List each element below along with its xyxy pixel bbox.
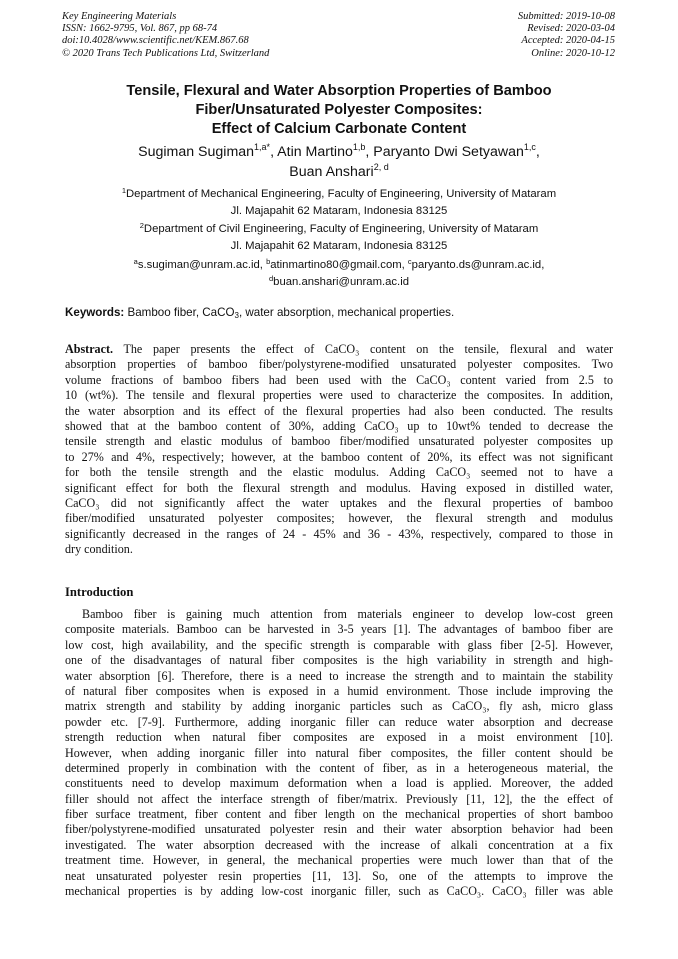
author-name: Sugiman Sugiman: [138, 144, 255, 160]
intro-line: Bamboo fiber is gaining much attention from materials engineer to develop low-cost green: [82, 607, 613, 621]
title-line: Tensile, Flexural and Water Absorption Properties of Bamboo: [126, 83, 552, 99]
journal-copyright: © 2020 Trans Tech Publications Ltd, Switzerland: [62, 47, 270, 59]
author-name: Paryanto Dwi Setyawan: [373, 144, 524, 160]
intro-line: powder etc. [7-9]. Furthermore, adding inorganic filler can reduce water absorption and decrease: [65, 714, 613, 729]
author-name: Buan Anshari: [289, 164, 374, 180]
intro-line: treatment time. However, in general, the mechanical properties were much lower than that of the: [65, 853, 613, 868]
intro-line: neat unsaturated polyester resin properties [11, 13]. So, one of the attempts to improve the: [65, 868, 613, 883]
author-list: Sugiman Sugiman$^{1,a*}$, Atin Martino$^{1,b}$, Paryanto Dwi Setyawan$^{1,c}$, Buan Anshari$^{2, d}$: [138, 142, 540, 180]
intro-line: strength reduction when natural fiber composites are exposed in a moist environment [10].: [65, 730, 613, 745]
email-mark: b: [266, 257, 271, 266]
affil-mark: 1: [121, 186, 127, 195]
intro-line: However, when adding inorganic filler into natural fiber composites, the filler content should be: [65, 745, 613, 760]
abstract-line: absorption properties of bamboo fiber/polystyrene-modified unsaturated polyester composites. Two: [65, 357, 613, 372]
author-affil-mark: 1,c: [523, 142, 536, 152]
keywords-text: , water absorption, mechanical properties.: [238, 306, 455, 319]
intro-line: determined properly in combination with the content of fiber, as in a heterogeneous material, the: [65, 760, 613, 775]
keywords: [65, 305, 454, 321]
journal-doi: doi:10.4028/www.scientific.net/KEM.867.68: [62, 35, 249, 47]
keywords-label: Keywords:: [65, 306, 125, 319]
intro-line: mechanical properties is by adding low-cost inorganic filler, such as CaCO₃. CaCO₃ filler was able: [65, 884, 613, 899]
email-mark: d: [269, 274, 274, 283]
title-line: Effect of Calcium Carbonate Content: [211, 121, 467, 137]
intro-line: of natural fiber composites when is exposed in a humid environment. Those include improving the: [65, 683, 613, 698]
abstract-line: to 27% and 4%, respectively; however, at the bamboo content of 20%, its effect was not significant: [65, 449, 613, 464]
abstract-line: fiber/modified unsaturated polyester composites; however, the flexural strength and modulus: [65, 511, 613, 526]
intro-line: composite materials. Bamboo can be harvested in 3-5 years [1]. The advantages of bamboo fiber are: [65, 622, 613, 637]
date-online: Online: 2020-10-12: [531, 47, 615, 59]
keywords-subscript: 3: [234, 311, 239, 320]
email-link[interactable]: paryanto.ds@unram.ac.id,: [411, 259, 545, 271]
abstract-line: [65, 342, 613, 357]
intro-line: investigated. The water absorption decreased with the increase of alkali concentration at a fix: [65, 837, 613, 852]
email-link[interactable]: atinmartino80@gmail.com,: [270, 259, 408, 271]
date-submitted: Submitted: 2019-10-08: [517, 11, 615, 22]
abstract-line: volume fractions of bamboo fibers had been used with the CaCO₃ content varied from 2.5 to: [65, 372, 613, 387]
author-affil-mark: 1,b: [352, 142, 366, 152]
intro-line: water absorption [6]. Therefore, there is a need to increase the strength and to maintain the stability: [65, 668, 613, 683]
intro-line: fiber surface treatment, fiber content and fiber length on the mechanical properties of short bamboo: [65, 807, 613, 822]
email-link[interactable]: buan.anshari@unram.ac.id: [273, 276, 409, 288]
abstract-line: 10 (wt%). The tensile and flexural properties were used to characterize the composites. In addition,: [65, 388, 613, 403]
abstract-text: The paper presents the effect of CaCO₃ content on the tensile, flexural and water: [113, 342, 613, 356]
journal-name: Key Engineering Materials: [62, 11, 177, 22]
author-affil-mark: 1,a*: [254, 142, 271, 152]
abstract-line: tensile strength and elastic modulus of bamboo fiber/modified unsaturated polyester composites up: [65, 434, 613, 449]
abstract-label: Abstract.: [65, 342, 114, 356]
journal-info: [62, 11, 269, 60]
abstract-line: CaCO₃ did not significantly affect the water uptakes and the flexural properties of bamboo: [65, 495, 613, 510]
intro-line: low cost, high availability, and the specific strength is comparable with glass fiber [2-5]. However,: [65, 637, 613, 652]
date-revised: Revised: 2020-03-04: [527, 23, 615, 35]
email-mark: c: [407, 257, 412, 266]
intro-line: fiber/polystyrene-modified unsaturated polyester resin and their water absorption behavior had been: [65, 822, 613, 837]
author-emails: [60, 257, 618, 291]
abstract-line: showed that at the bamboo content of 30%, adding CaCO₃ up to 10wt% tended to decrease the: [65, 418, 613, 433]
author-affil-mark: 2, d: [373, 162, 389, 172]
abstract-line: significantly decreased in the ranges of 24 - 45% and 36 - 43%, respectively, compared to those in: [65, 526, 613, 541]
abstract-line: for both the tensile strength and the elastic modulus. Adding CaCO₃ seemed not to have a: [65, 465, 613, 480]
intro-line: constituents need to develop maximum deformation when a load is applied. Moreover, the added: [65, 776, 613, 791]
affil-address: Jl. Majapahit 62 Mataram, Indonesia 83125: [230, 240, 448, 252]
affiliation-1: [60, 186, 618, 220]
affil-mark: 2: [139, 221, 144, 230]
author-name: Atin Martino: [277, 144, 353, 160]
affil-dept: Department of Mechanical Engineering, Faculty of Engineering, University of Mataram: [126, 188, 557, 200]
abstract-line: significant effect for both the flexural strength and modulus. Having exposed in distilled water,: [65, 480, 613, 495]
email-mark: a: [133, 257, 138, 266]
abstract-line: dry condition.: [65, 542, 133, 557]
keywords-text: Bamboo fiber, CaCO: [124, 306, 235, 319]
section-heading-introduction: Introduction: [65, 585, 134, 599]
email-link[interactable]: s.sugiman@unram.ac.id,: [137, 259, 267, 271]
affil-address: Jl. Majapahit 62 Mataram, Indonesia 83125: [230, 205, 448, 217]
introduction-body: [65, 607, 613, 899]
paper-title: [60, 82, 618, 139]
date-accepted: Accepted: 2020-04-15: [521, 35, 615, 47]
submission-dates: [518, 11, 615, 60]
title-line: Fiber/Unsaturated Polyester Composites:: [195, 102, 483, 118]
abstract: [65, 342, 613, 557]
intro-line: filler should not affect the interface strength of fiber/matrix. Previously [11, 12], the the effect of: [65, 791, 613, 806]
abstract-line: the water absorption and its effect of the flexural properties had also been conducted. The results: [65, 403, 613, 418]
affiliation-2: [60, 221, 618, 255]
journal-issn: ISSN: 1662-9795, Vol. 867, pp 68-74: [62, 23, 218, 35]
intro-line: matrix strength and stability by adding inorganic particles such as CaCO₃, fly ash, micro glass: [65, 699, 613, 714]
intro-line: one of the disadvantages of natural fiber composites is the high variability in strength and high-: [65, 653, 613, 668]
affil-dept: Department of Civil Engineering, Faculty of Engineering, University of Mataram: [143, 223, 539, 235]
